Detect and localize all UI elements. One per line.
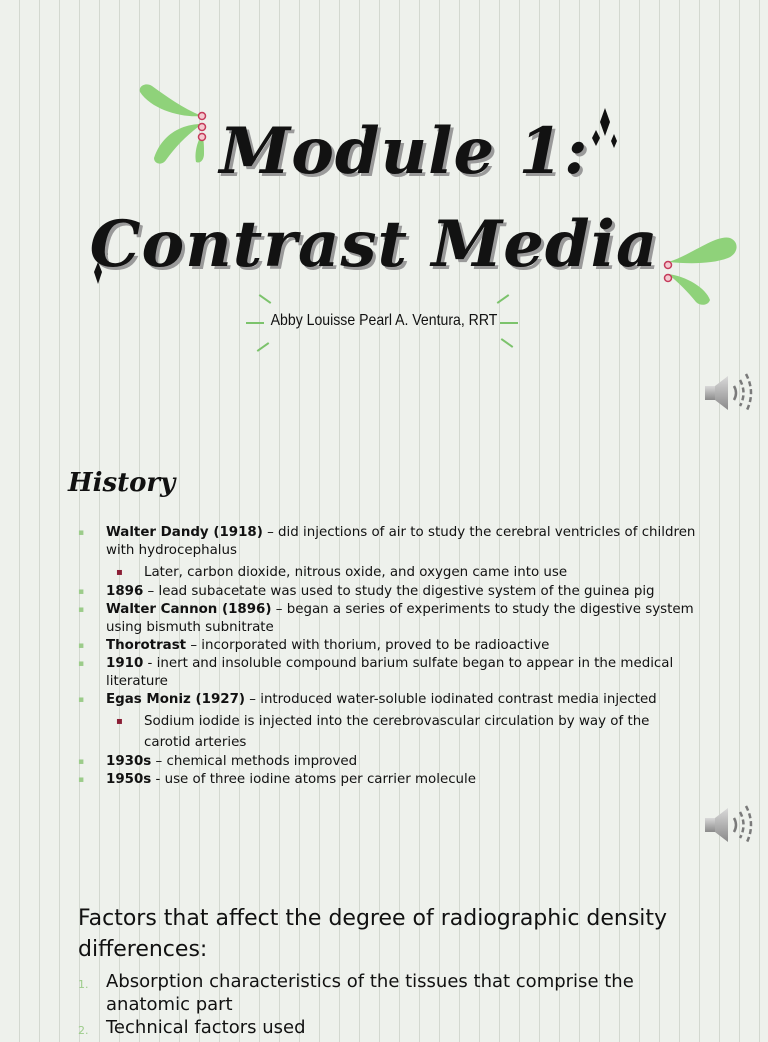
item-label: Walter Dandy (1918) — [106, 525, 263, 540]
item-text: - use of three iodine atoms per carrier molecule — [151, 772, 477, 787]
item-number: 2. — [78, 1024, 89, 1037]
page-title-line-2: Contrast Media — [89, 207, 659, 282]
factors-heading: Factors that affect the degree of radiographic density differences: — [78, 906, 668, 962]
item-label: 1950s — [106, 772, 152, 787]
item-label: 1930s — [106, 754, 152, 769]
item-text: - inert and insoluble compound barium sulfate began to appear in the medical literature — [106, 656, 674, 689]
list-item — [78, 753, 698, 771]
item-text: – began a series of experiments to study the digestive system using bismuth subnitrate — [106, 602, 694, 635]
speaker-icon[interactable] — [702, 800, 754, 852]
accent-dash — [257, 342, 270, 352]
item-text: – did injections of air to study the cerebral ventricles of children with hydrocephalus — [106, 525, 696, 558]
author-name: Abby Louisse Pearl A. Ventura, RRT — [270, 312, 498, 329]
item-number: 1. — [78, 978, 89, 991]
item-text: Absorption characteristics of the tissues that comprise the anatomic part — [106, 971, 634, 1015]
list-item — [78, 970, 698, 1016]
list-item — [78, 637, 698, 655]
list-item — [78, 691, 698, 753]
accent-dash — [501, 338, 514, 348]
item-text: – incorporated with thorium, proved to be radioactive — [186, 638, 550, 653]
item-text: – chemical methods improved — [151, 754, 358, 769]
sub-list-item: ▪ Later, carbon dioxide, nitrous oxide, and oxygen came into use — [106, 562, 698, 583]
list-item — [78, 771, 698, 789]
list-item — [78, 583, 698, 601]
item-label: Thorotrast — [106, 638, 187, 653]
list-item — [78, 601, 698, 637]
item-label: 1896 — [106, 584, 144, 599]
accent-dash — [497, 294, 510, 304]
item-label: 1910 — [106, 656, 144, 671]
item-text: – lead subacetate was used to study the digestive system of the guinea pig — [143, 584, 655, 599]
item-label: Egas Moniz (1927) — [106, 692, 246, 707]
history-heading: History — [68, 468, 176, 498]
sub-list-item: ▪ Sodium iodide is injected into the cerebrovascular circulation by way of the carotid arteries — [106, 711, 698, 753]
accent-dash — [259, 294, 272, 304]
item-text: – introduced water-soluble iodinated contrast media injected — [245, 692, 657, 707]
speaker-icon[interactable] — [702, 368, 754, 420]
list-item — [78, 655, 698, 691]
list-item — [78, 524, 698, 583]
history-list — [78, 524, 698, 789]
item-label: Walter Cannon (1896) — [106, 602, 272, 617]
list-item — [78, 1016, 698, 1039]
factors-list — [78, 970, 698, 1039]
item-text: Technical factors used — [106, 1017, 306, 1038]
page-title-line-1: Module 1: — [219, 114, 589, 189]
